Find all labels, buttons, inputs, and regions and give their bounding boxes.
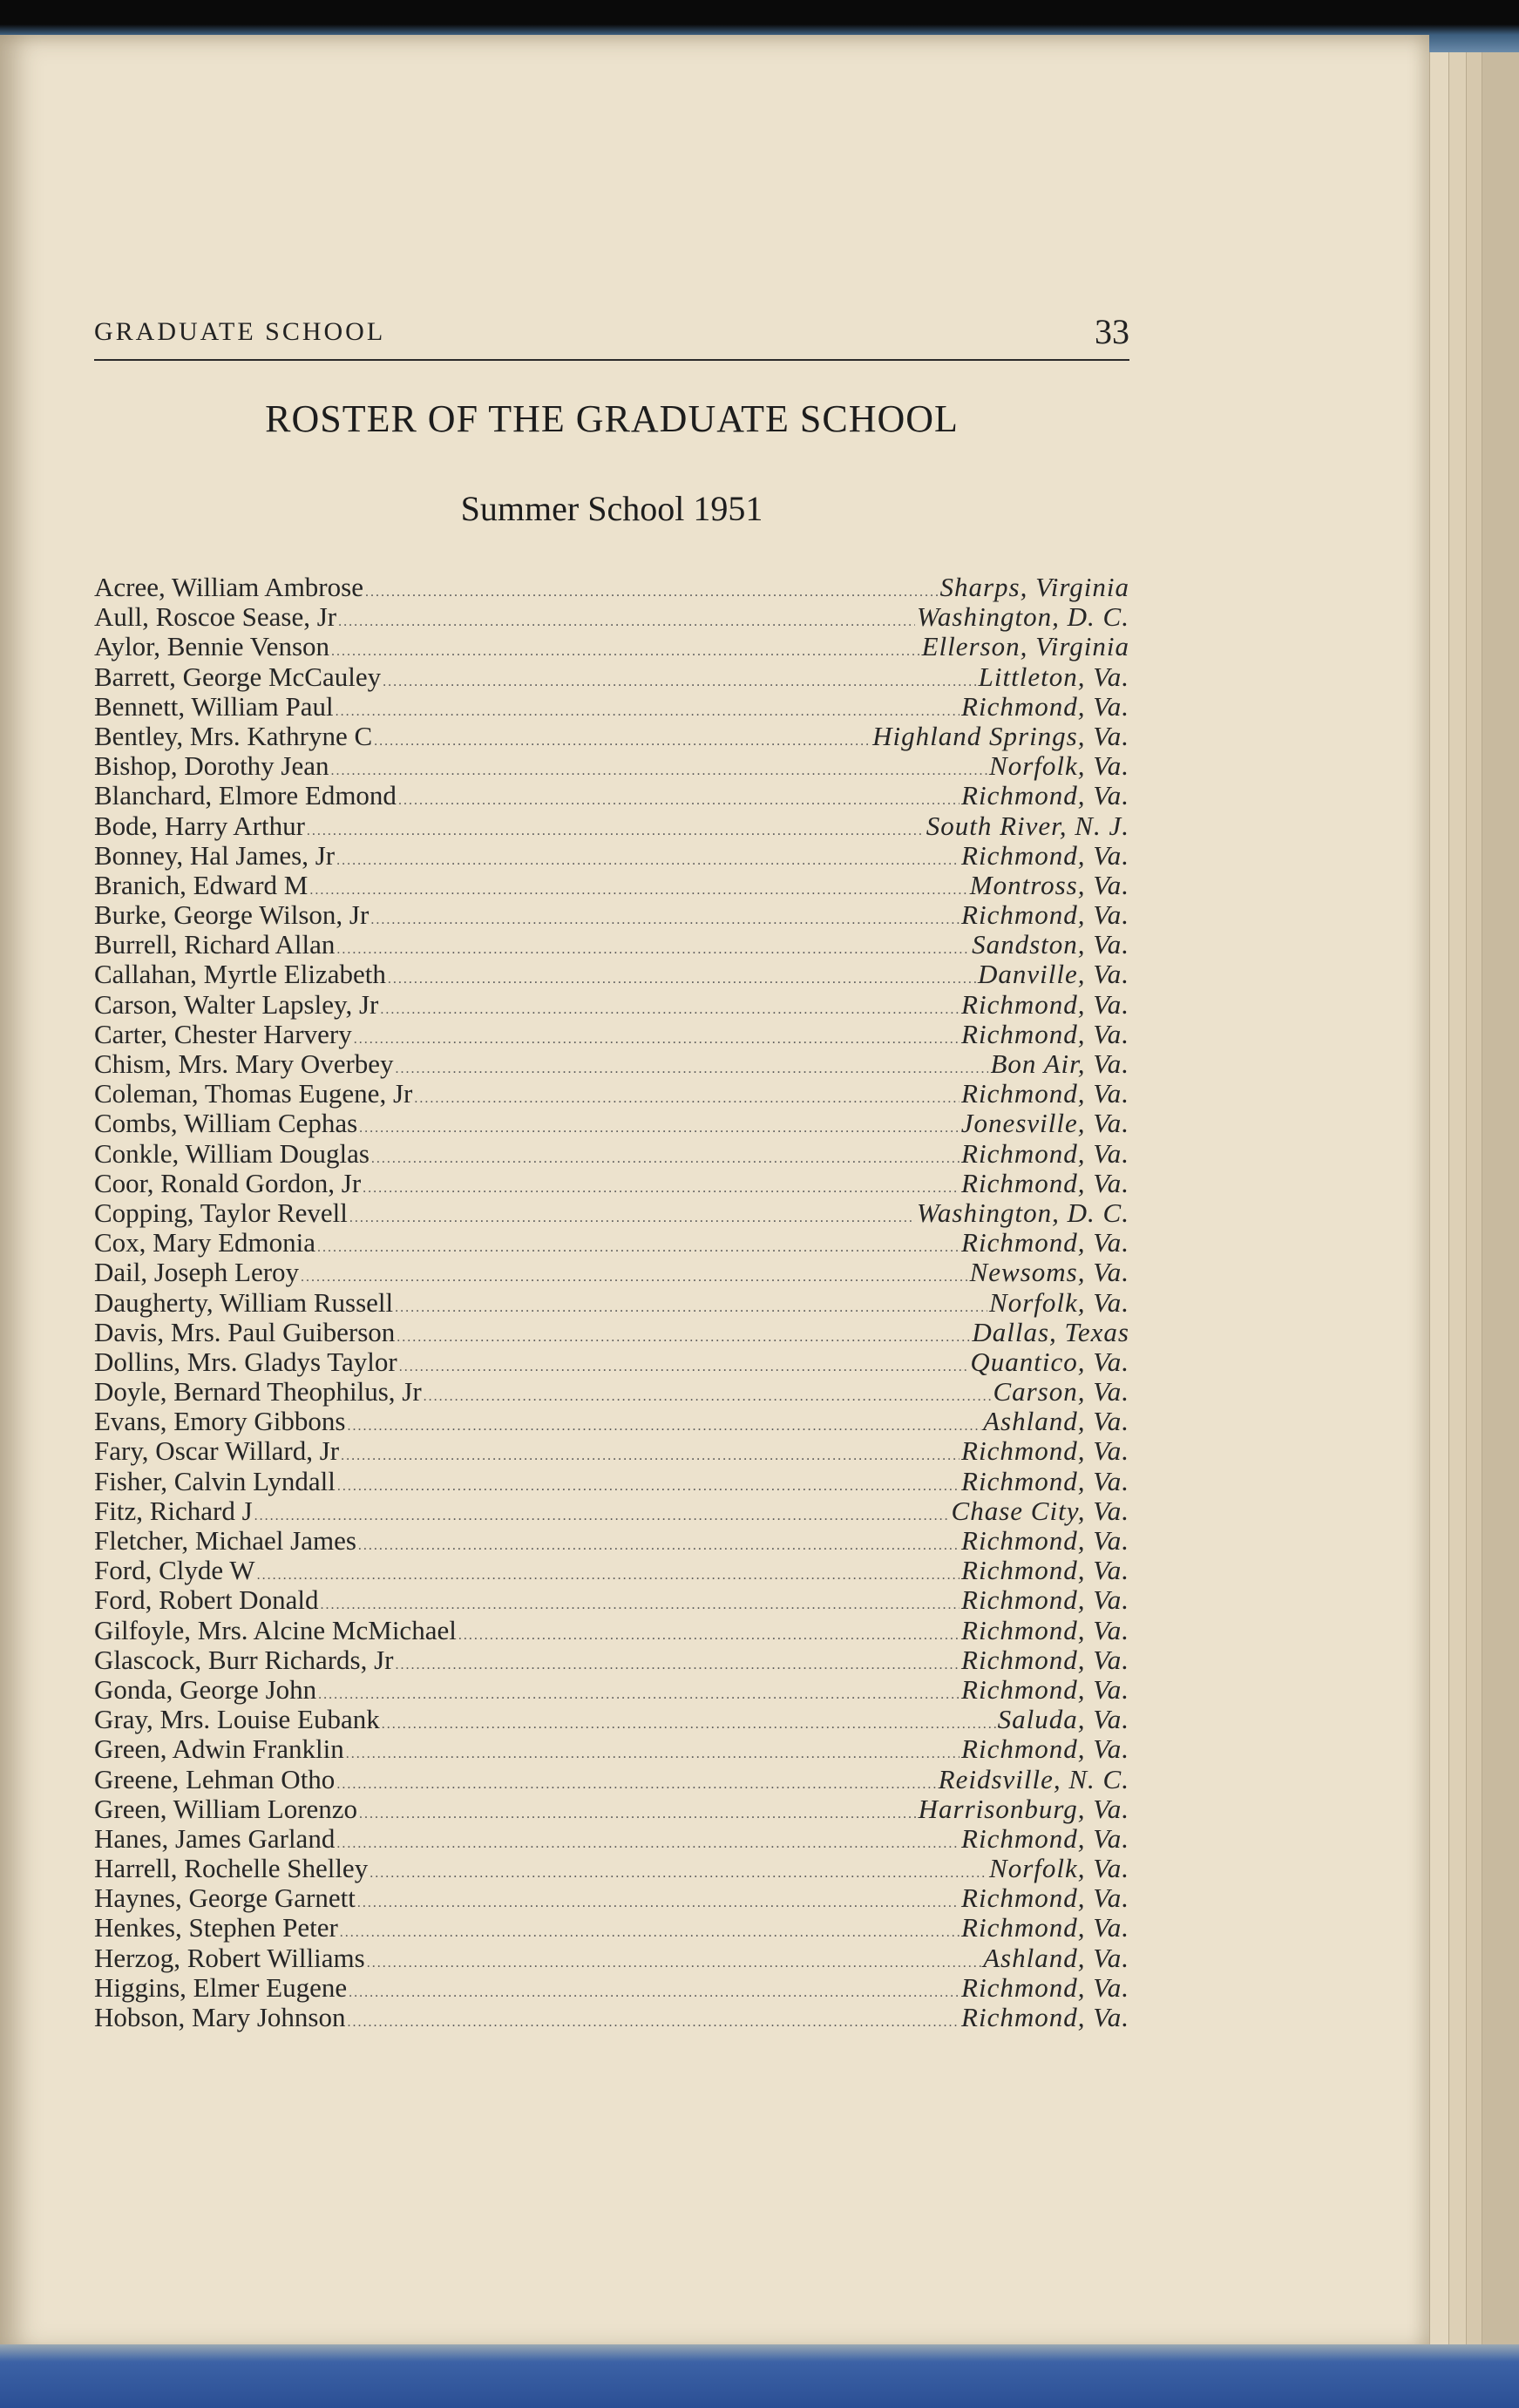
roster-entry bbox=[94, 602, 1129, 632]
dot-leader bbox=[370, 906, 960, 935]
student-name: Bennett, William Paul bbox=[94, 690, 334, 722]
student-name: Blanchard, Elmore Edmond bbox=[94, 780, 397, 811]
hometown: Richmond, Va. bbox=[961, 1227, 1129, 1258]
dot-leader bbox=[317, 1233, 960, 1263]
hometown: Dallas, Texas bbox=[972, 1316, 1129, 1347]
student-name: Aull, Roscoe Sease, Jr bbox=[94, 601, 337, 633]
roster-entry bbox=[94, 1228, 1129, 1258]
hometown: Ashland, Va. bbox=[983, 1942, 1129, 1973]
roster-entry bbox=[94, 1258, 1129, 1287]
student-name: Carter, Chester Harvery bbox=[94, 1018, 352, 1049]
roster-entry bbox=[94, 1883, 1129, 1913]
student-name: Chism, Mrs. Mary Overbey bbox=[94, 1048, 394, 1079]
roster-entry bbox=[94, 722, 1129, 751]
dot-leader bbox=[338, 607, 915, 637]
roster-entry bbox=[94, 1913, 1129, 1943]
hometown: Ashland, Va. bbox=[983, 1406, 1129, 1437]
student-name: Fary, Oscar Willard, Jr bbox=[94, 1435, 340, 1467]
dot-leader bbox=[337, 1472, 960, 1502]
hometown: Carson, Va. bbox=[993, 1376, 1129, 1407]
roster-entry bbox=[94, 1526, 1129, 1556]
dot-leader bbox=[396, 1651, 960, 1680]
hometown: Montross, Va. bbox=[969, 869, 1129, 900]
student-name: Haynes, George Garnett bbox=[94, 1882, 356, 1914]
dot-leader bbox=[349, 1204, 915, 1233]
hometown: Jonesville, Va. bbox=[960, 1108, 1129, 1139]
student-name: Herzog, Robert Williams bbox=[94, 1942, 365, 1973]
student-name: Daugherty, William Russell bbox=[94, 1286, 394, 1318]
student-name: Coleman, Thomas Eugene, Jr bbox=[94, 1078, 413, 1109]
student-name: Gonda, George John bbox=[94, 1673, 317, 1705]
hometown: Richmond, Va. bbox=[961, 1018, 1129, 1049]
student-name: Aylor, Bennie Venson bbox=[94, 631, 330, 662]
student-name: Davis, Mrs. Paul Guiberson bbox=[94, 1316, 396, 1347]
roster-entry bbox=[94, 1169, 1129, 1198]
student-name: Bishop, Dorothy Jean bbox=[94, 750, 329, 782]
student-name: Coor, Ronald Gordon, Jr bbox=[94, 1167, 362, 1198]
dot-leader bbox=[257, 1561, 960, 1591]
dot-leader bbox=[399, 1353, 969, 1382]
dot-leader bbox=[357, 1889, 960, 1918]
student-name: Burke, George Wilson, Jr bbox=[94, 899, 370, 931]
hometown: Richmond, Va. bbox=[961, 2002, 1129, 2032]
hometown: Richmond, Va. bbox=[961, 690, 1129, 722]
student-name: Fletcher, Michael James bbox=[94, 1525, 356, 1556]
hometown: Norfolk, Va. bbox=[989, 1853, 1129, 1884]
roster-entry bbox=[94, 1765, 1129, 1794]
dot-leader bbox=[388, 965, 976, 994]
hometown: Richmond, Va. bbox=[961, 1137, 1129, 1169]
hometown: Washington, D. C. bbox=[916, 601, 1129, 633]
roster-entry bbox=[94, 1854, 1129, 1883]
hometown: Richmond, Va. bbox=[961, 1882, 1129, 1914]
student-name: Higgins, Elmer Eugene bbox=[94, 1971, 348, 2003]
roster-entry bbox=[94, 781, 1129, 811]
student-name: Burrell, Richard Allan bbox=[94, 929, 336, 960]
running-head: GRADUATE SCHOOL bbox=[94, 317, 386, 346]
dot-leader bbox=[347, 2008, 960, 2038]
dot-leader bbox=[254, 1502, 950, 1531]
dot-leader bbox=[301, 1263, 968, 1292]
student-name: Gilfoyle, Mrs. Alcine McMichael bbox=[94, 1614, 457, 1645]
roster-entry bbox=[94, 990, 1129, 1020]
hometown: Richmond, Va. bbox=[961, 1555, 1129, 1586]
roster-entry bbox=[94, 1675, 1129, 1705]
roster-entry bbox=[94, 1347, 1129, 1377]
student-name: Carson, Walter Lapsley, Jr bbox=[94, 988, 379, 1020]
dot-leader bbox=[367, 1949, 981, 1978]
student-name: Ford, Robert Donald bbox=[94, 1584, 319, 1616]
student-name: Conkle, William Douglas bbox=[94, 1137, 370, 1169]
page-edge bbox=[1466, 52, 1482, 2344]
dot-leader bbox=[349, 1978, 960, 2008]
hometown: Richmond, Va. bbox=[961, 1822, 1129, 1854]
roster-entry bbox=[94, 1318, 1129, 1347]
dot-leader bbox=[382, 1710, 996, 1740]
roster-entry bbox=[94, 900, 1129, 930]
dot-leader bbox=[370, 1859, 987, 1889]
dot-leader bbox=[340, 1918, 960, 1948]
roster-entry bbox=[94, 841, 1129, 871]
hometown: Sharps, Virginia bbox=[939, 572, 1129, 602]
roster-list bbox=[94, 573, 1129, 2032]
dot-leader bbox=[363, 1174, 960, 1204]
hometown: Richmond, Va. bbox=[961, 1078, 1129, 1109]
dot-leader bbox=[383, 668, 977, 697]
dot-leader bbox=[395, 1293, 987, 1323]
roster-entry bbox=[94, 871, 1129, 900]
roster-entry bbox=[94, 1556, 1129, 1585]
student-name: Hobson, Mary Johnson bbox=[94, 2002, 346, 2032]
roster-entry bbox=[94, 1139, 1129, 1169]
hometown: Littleton, Va. bbox=[978, 661, 1129, 692]
student-name: Green, William Lorenzo bbox=[94, 1793, 358, 1824]
roster-entry bbox=[94, 1705, 1129, 1734]
roster-entry bbox=[94, 1616, 1129, 1645]
roster-entry bbox=[94, 1049, 1129, 1079]
hometown: Richmond, Va. bbox=[961, 1584, 1129, 1616]
roster-entry bbox=[94, 1824, 1129, 1854]
roster-entry bbox=[94, 1377, 1129, 1407]
student-name: Callahan, Myrtle Elizabeth bbox=[94, 959, 386, 990]
hometown: Richmond, Va. bbox=[961, 899, 1129, 931]
page-subtitle: Summer School 1951 bbox=[460, 489, 763, 528]
student-name: Barrett, George McCauley bbox=[94, 661, 382, 692]
hometown: Danville, Va. bbox=[978, 959, 1129, 990]
roster-entry bbox=[94, 2003, 1129, 2032]
dot-leader bbox=[359, 1800, 917, 1829]
hometown: Richmond, Va. bbox=[961, 1435, 1129, 1467]
roster-entry bbox=[94, 1734, 1129, 1764]
hometown: Richmond, Va. bbox=[961, 839, 1129, 871]
dot-leader bbox=[397, 1323, 970, 1353]
roster-entry bbox=[94, 692, 1129, 722]
roster-entry bbox=[94, 662, 1129, 692]
page-number: 33 bbox=[1095, 312, 1129, 351]
dot-leader bbox=[331, 756, 988, 786]
student-name: Henkes, Stephen Peter bbox=[94, 1912, 338, 1943]
student-name: Cox, Mary Edmonia bbox=[94, 1227, 315, 1258]
page-header bbox=[94, 307, 1129, 361]
dot-leader bbox=[336, 1829, 960, 1859]
page-edge bbox=[1482, 52, 1519, 2344]
roster-entry bbox=[94, 960, 1129, 989]
student-name: Bonney, Hal James, Jr bbox=[94, 839, 336, 871]
roster-entry bbox=[94, 1198, 1129, 1228]
hometown: Quantico, Va. bbox=[970, 1346, 1129, 1377]
dot-leader bbox=[371, 1144, 960, 1174]
hometown: Richmond, Va. bbox=[961, 1167, 1129, 1198]
page-title: ROSTER OF THE GRADUATE SCHOOL bbox=[265, 397, 959, 440]
student-name: Gray, Mrs. Louise Eubank bbox=[94, 1704, 380, 1735]
dot-leader bbox=[318, 1680, 960, 1710]
dot-leader bbox=[374, 727, 871, 756]
student-name: Fitz, Richard J bbox=[94, 1495, 253, 1526]
roster-entry bbox=[94, 1109, 1129, 1138]
student-name: Bode, Harry Arthur bbox=[94, 810, 305, 841]
student-name: Evans, Emory Gibbons bbox=[94, 1406, 346, 1437]
dot-leader bbox=[341, 1441, 960, 1471]
hometown: Ellerson, Virginia bbox=[921, 631, 1129, 662]
hometown: Richmond, Va. bbox=[961, 1614, 1129, 1645]
dot-leader bbox=[331, 637, 920, 667]
student-name: Hanes, James Garland bbox=[94, 1822, 336, 1854]
student-name: Greene, Lehman Otho bbox=[94, 1763, 336, 1794]
student-name: Doyle, Bernard Theophilus, Jr bbox=[94, 1376, 422, 1407]
hometown: Richmond, Va. bbox=[961, 1673, 1129, 1705]
student-name: Ford, Clyde W bbox=[94, 1555, 255, 1586]
hometown: Richmond, Va. bbox=[961, 1644, 1129, 1675]
student-name: Copping, Taylor Revell bbox=[94, 1197, 348, 1228]
hometown: Saluda, Va. bbox=[997, 1704, 1129, 1735]
hometown: Richmond, Va. bbox=[961, 1525, 1129, 1556]
roster-entry bbox=[94, 573, 1129, 602]
page-edge bbox=[1448, 52, 1467, 2344]
hometown: Norfolk, Va. bbox=[989, 750, 1129, 782]
roster-entry bbox=[94, 751, 1129, 781]
dot-leader bbox=[354, 1025, 960, 1055]
roster-entry bbox=[94, 930, 1129, 960]
roster-entry bbox=[94, 1467, 1129, 1496]
student-name: Combs, William Cephas bbox=[94, 1108, 358, 1139]
hometown: Richmond, Va. bbox=[961, 988, 1129, 1020]
hometown: Reidsville, N. C. bbox=[938, 1763, 1129, 1794]
page-edge bbox=[1429, 52, 1449, 2344]
roster-entry bbox=[94, 1645, 1129, 1675]
dot-leader bbox=[396, 1055, 989, 1084]
hometown: Richmond, Va. bbox=[961, 1465, 1129, 1496]
hometown: Richmond, Va. bbox=[961, 1912, 1129, 1943]
roster-entry bbox=[94, 1496, 1129, 1526]
hometown: Bon Air, Va. bbox=[990, 1048, 1129, 1079]
dot-leader bbox=[358, 1531, 960, 1561]
roster-entry bbox=[94, 1585, 1129, 1615]
dot-leader bbox=[346, 1740, 960, 1769]
roster-entry bbox=[94, 1407, 1129, 1436]
hometown: Sandston, Va. bbox=[972, 929, 1129, 960]
roster-entry bbox=[94, 1079, 1129, 1109]
book-cover-bottom-edge bbox=[0, 2344, 1519, 2408]
hometown: Richmond, Va. bbox=[961, 1971, 1129, 2003]
hometown: Newsoms, Va. bbox=[969, 1257, 1129, 1288]
dot-leader bbox=[365, 578, 939, 607]
dot-leader bbox=[458, 1621, 960, 1651]
hometown: Richmond, Va. bbox=[961, 1733, 1129, 1765]
student-name: Bentley, Mrs. Kathryne C bbox=[94, 720, 373, 751]
dot-leader bbox=[380, 995, 960, 1025]
roster-entry bbox=[94, 811, 1129, 841]
roster-entry bbox=[94, 1436, 1129, 1466]
hometown: Washington, D. C. bbox=[916, 1197, 1129, 1228]
dot-leader bbox=[424, 1382, 992, 1412]
student-name: Dail, Joseph Leroy bbox=[94, 1257, 300, 1288]
student-name: Fisher, Calvin Lyndall bbox=[94, 1465, 336, 1496]
roster-entry bbox=[94, 1794, 1129, 1824]
roster-entry bbox=[94, 1973, 1129, 2003]
roster-entry bbox=[94, 1020, 1129, 1049]
student-name: Harrell, Rochelle Shelley bbox=[94, 1853, 369, 1884]
roster-entry bbox=[94, 1943, 1129, 1973]
hometown: Norfolk, Va. bbox=[989, 1286, 1129, 1318]
dot-leader bbox=[336, 697, 960, 727]
hometown: Richmond, Va. bbox=[961, 780, 1129, 811]
dot-leader bbox=[359, 1114, 960, 1143]
dot-leader bbox=[414, 1084, 960, 1114]
student-name: Green, Adwin Franklin bbox=[94, 1733, 344, 1765]
hometown: Harrisonburg, Va. bbox=[918, 1793, 1129, 1824]
roster-entry bbox=[94, 632, 1129, 661]
student-name: Dollins, Mrs. Gladys Taylor bbox=[94, 1346, 397, 1377]
dot-leader bbox=[336, 935, 970, 965]
student-name: Branich, Edward M bbox=[94, 869, 309, 900]
dot-leader bbox=[309, 876, 967, 906]
dot-leader bbox=[398, 786, 960, 816]
hometown: Chase City, Va. bbox=[951, 1495, 1129, 1526]
dot-leader bbox=[307, 817, 925, 846]
dot-leader bbox=[336, 1770, 936, 1800]
dot-leader bbox=[336, 846, 960, 876]
hometown: Highland Springs, Va. bbox=[872, 720, 1129, 751]
dot-leader bbox=[347, 1412, 981, 1441]
student-name: Acree, William Ambrose bbox=[94, 572, 363, 602]
hometown: South River, N. J. bbox=[926, 810, 1129, 841]
student-name: Glascock, Burr Richards, Jr bbox=[94, 1644, 394, 1675]
roster-entry bbox=[94, 1288, 1129, 1318]
